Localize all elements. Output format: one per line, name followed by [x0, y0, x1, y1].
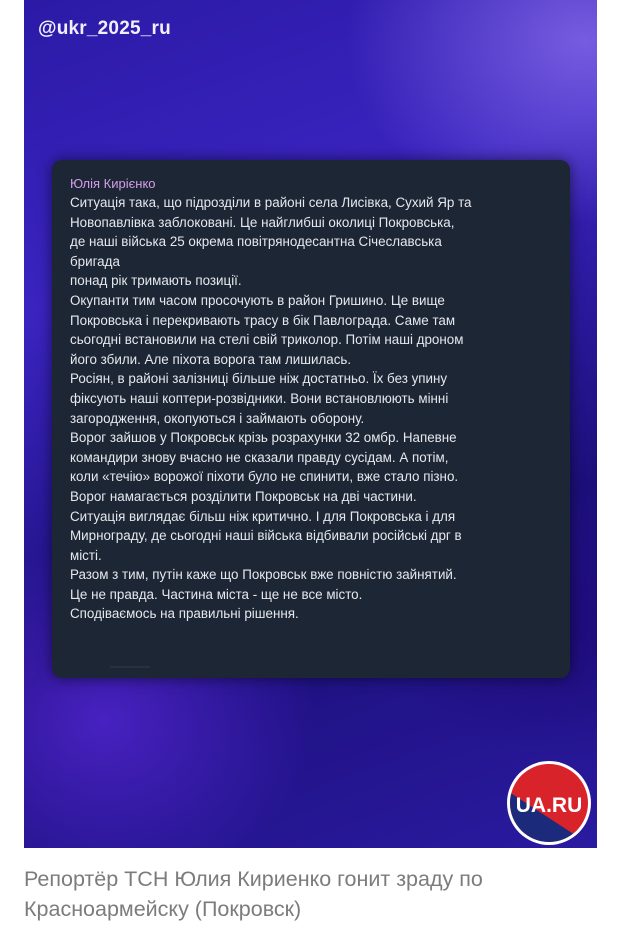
- message-line: Ворог зайшов у Покровськ крізь розрахунки 32 омбр. Напевне: [70, 430, 457, 446]
- message-line: місті.: [70, 547, 102, 563]
- channel-handle: @ukr_2025_ru: [38, 18, 171, 39]
- message-meta: [110, 666, 150, 668]
- message-line: Ворог намагається розділити Покровськ на дві частини.: [70, 488, 417, 504]
- message-line: де наші війська 25 окрема повітрянодесантна Січеславська: [70, 234, 442, 250]
- post-caption: Репортёр ТСН Юлия Кириенко гонит зраду по Красноармейску (Покровск): [24, 867, 483, 921]
- post-image[interactable]: [24, 0, 597, 848]
- message-author: Юлія Кирієнко: [70, 176, 156, 191]
- message-line: Окупанти тим часом просочують в район Гришино. Це вище: [70, 292, 445, 308]
- message-line: його збили. Але піхота ворога там лишилась.: [70, 351, 352, 367]
- message-line: Покровська і перекривають трасу в бік Павлограда. Саме там: [70, 312, 456, 328]
- message-line: фіксують наші коптери-розвідники. Вони встановлюють мінні: [70, 390, 449, 406]
- message-line: Ситуація виглядає більш ніж критично. І для Покровська і для: [70, 508, 456, 524]
- message-screenshot: [52, 160, 570, 678]
- message-text: [70, 193, 554, 624]
- message-line: Разом з тим, путін каже що Покровськ вже повністю зайнятий.: [70, 567, 457, 583]
- logo-text: UA.RU: [515, 794, 583, 817]
- message-line: понад рік тримають позиції.: [70, 273, 242, 289]
- message-line: командири знову вчасно не сказали правду сусідам. А потім,: [70, 449, 449, 465]
- message-line: сьогодні встановили на стелі свій триколор. Потім наші дроном: [70, 332, 464, 348]
- message-line: Це не правда. Частина міста - ще не все місто.: [70, 586, 363, 602]
- message-line: Сподіваємось на правильні рішення.: [70, 606, 299, 622]
- message-line: Мирнограду, де сьогодні наші війська відбивали російські дрг в: [70, 528, 462, 544]
- message-line: бригада: [70, 253, 120, 269]
- message-line: коли «течію» ворожої піхоти було не спинити, вже стало пізно.: [70, 469, 459, 485]
- uaru-logo-icon: [506, 760, 592, 846]
- message-line: Новопавлівка заблоковані. Це найглибші околиці Покровська,: [70, 214, 455, 230]
- message-line: Ситуація така, що підрозділи в районі села Лисівка, Сухий Яр та: [70, 195, 472, 210]
- message-line: Росіян, в районі залізниці більше ніж достатньо. Їх без упину: [70, 371, 448, 387]
- message-line: загородження, окопуються і займають оборону.: [70, 410, 365, 426]
